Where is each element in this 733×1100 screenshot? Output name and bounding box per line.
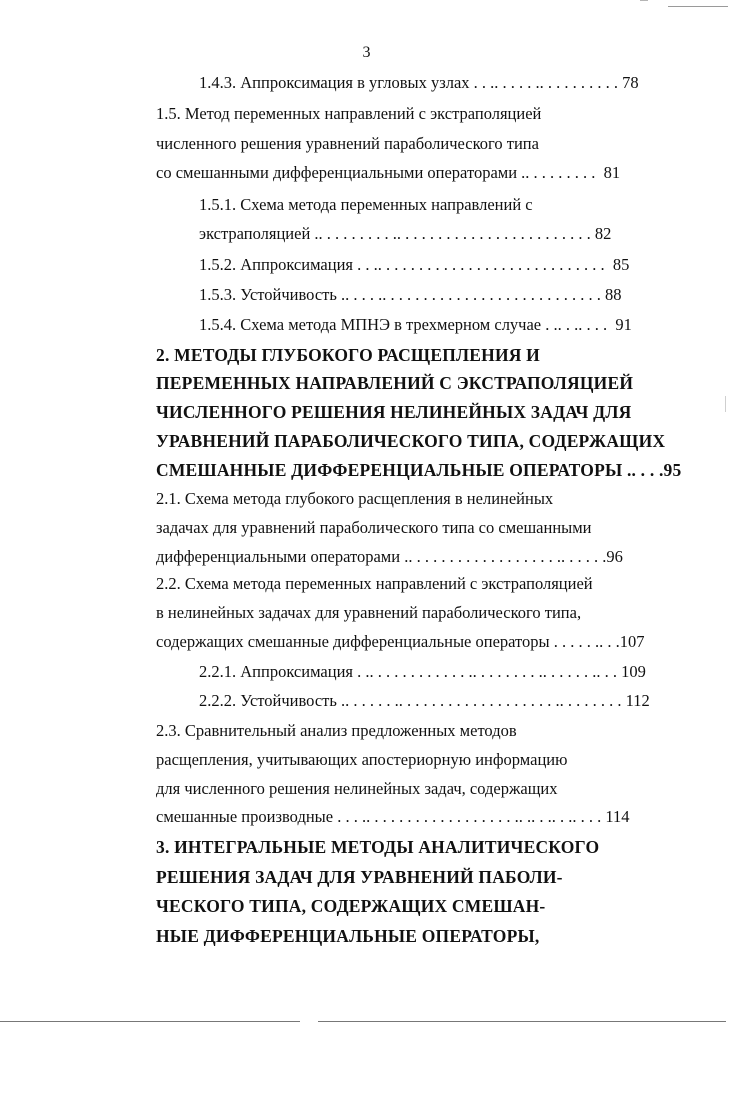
toc-entry-2-2-line2: в нелинейных задачах для уравнений параболического типа, — [156, 603, 582, 622]
toc-entry-2-2-2: 2.2.2. Устойчивость .. . . . . . .. . . . . . . . . . . . . . . . . . . .. . . . . . . . 112 — [199, 691, 650, 710]
toc-chapter-2-line3: ЧИСЛЕННОГО РЕШЕНИЯ НЕЛИНЕЙНЫХ ЗАДАЧ ДЛЯ — [156, 402, 632, 422]
toc-entry-2-2-line3: содержащих смешанные дифференциальные операторы . . . . . .. . .107 — [156, 632, 645, 651]
toc-chapter-3-line1: 3. ИНТЕГРАЛЬНЫЕ МЕТОДЫ АНАЛИТИЧЕСКОГО — [156, 837, 600, 857]
scan-artifact-bottom-line-right — [318, 1021, 726, 1022]
toc-chapter-2-line1: 2. МЕТОДЫ ГЛУБОКОГО РАСЩЕПЛЕНИЯ И — [156, 345, 540, 365]
toc-entry-1-5-line2: численного решения уравнений параболического типа — [156, 134, 539, 153]
toc-entry-1-4-3: 1.4.3. Аппроксимация в угловых узлах . . .. . . . . .. . . . . . . . . . 78 — [199, 73, 639, 92]
toc-entry-2-2-line1: 2.2. Схема метода переменных направлений с экстраполяцией — [156, 574, 593, 593]
toc-entry-2-1-line2: задачах для уравнений параболического типа со смешанными — [156, 518, 592, 537]
toc-entry-1-5-line1: 1.5. Метод переменных направлений с экстраполяцией — [156, 104, 542, 123]
scan-artifact-top-line — [668, 6, 728, 7]
toc-chapter-2-line4: УРАВНЕНИЙ ПАРАБОЛИЧЕСКОГО ТИПА, СОДЕРЖАЩИХ — [156, 431, 666, 451]
toc-chapter-3-line2: РЕШЕНИЯ ЗАДАЧ ДЛЯ УРАВНЕНИЙ ПАБОЛИ- — [156, 867, 563, 887]
toc-entry-1-5-1-line2: экстраполяцией .. . . . . . . . . .. . . . . . . . . . . . . . . . . . . . . . . . 82 — [199, 224, 612, 243]
toc-entry-1-5-3: 1.5.3. Устойчивость .. . . . .. . . . . . . . . . . . . . . . . . . . . . . . . . . 88 — [199, 285, 622, 304]
toc-entry-2-3-line3: для численного решения нелинейных задач, содержащих — [156, 779, 558, 798]
page-number: 3 — [362, 44, 371, 61]
toc-entry-2-1-line3: дифференциальными операторами .. . . . . . . . . . . . . . . . . . .. . . . . .96 — [156, 547, 623, 566]
toc-entry-1-5-4: 1.5.4. Схема метода МПНЭ в трехмерном случае . .. . .. . . . 91 — [199, 315, 632, 334]
toc-entry-1-5-1-line1: 1.5.1. Схема метода переменных направлений с — [199, 195, 533, 214]
toc-chapter-2-line2: ПЕРЕМЕННЫХ НАПРАВЛЕНИЙ С ЭКСТРАПОЛЯЦИЕЙ — [156, 373, 634, 393]
toc-entry-2-1-line1: 2.1. Схема метода глубокого расщепления в нелинейных — [156, 489, 554, 508]
toc-chapter-2-line5: СМЕШАННЫЕ ДИФФЕРЕНЦИАЛЬНЫЕ ОПЕРАТОРЫ .. . . .95 — [156, 460, 682, 480]
scan-artifact-right-mark — [725, 396, 726, 412]
scan-artifact-top-tick — [640, 0, 648, 1]
toc-entry-2-3-line1: 2.3. Сравнительный анализ предложенных методов — [156, 721, 517, 740]
toc-entry-2-2-1: 2.2.1. Аппроксимация . .. . . . . . . . . . . . .. . . . . . . . .. . . . . . .. . . 109 — [199, 662, 646, 681]
toc-chapter-3-line4: НЫЕ ДИФФЕРЕНЦИАЛЬНЫЕ ОПЕРАТОРЫ, — [156, 926, 540, 946]
toc-entry-1-5-line3: со смешанными дифференциальными операторами .. . . . . . . . . 81 — [156, 163, 621, 182]
toc-entry-2-3-line2: расщепления, учитывающих апостериорную информацию — [156, 750, 568, 769]
toc-chapter-3-line3: ЧЕСКОГО ТИПА, СОДЕРЖАЩИХ СМЕШАН- — [156, 896, 546, 916]
scan-artifact-bottom-line-left — [0, 1021, 300, 1022]
toc-entry-1-5-2: 1.5.2. Аппроксимация . . .. . . . . . . . . . . . . . . . . . . . . . . . . . . . 85 — [199, 255, 630, 274]
toc-entry-2-3-line4: смешанные производные . . . .. . . . . . . . . . . . . . . . . . .. .. . .. . .. . . . 114 — [156, 807, 630, 826]
